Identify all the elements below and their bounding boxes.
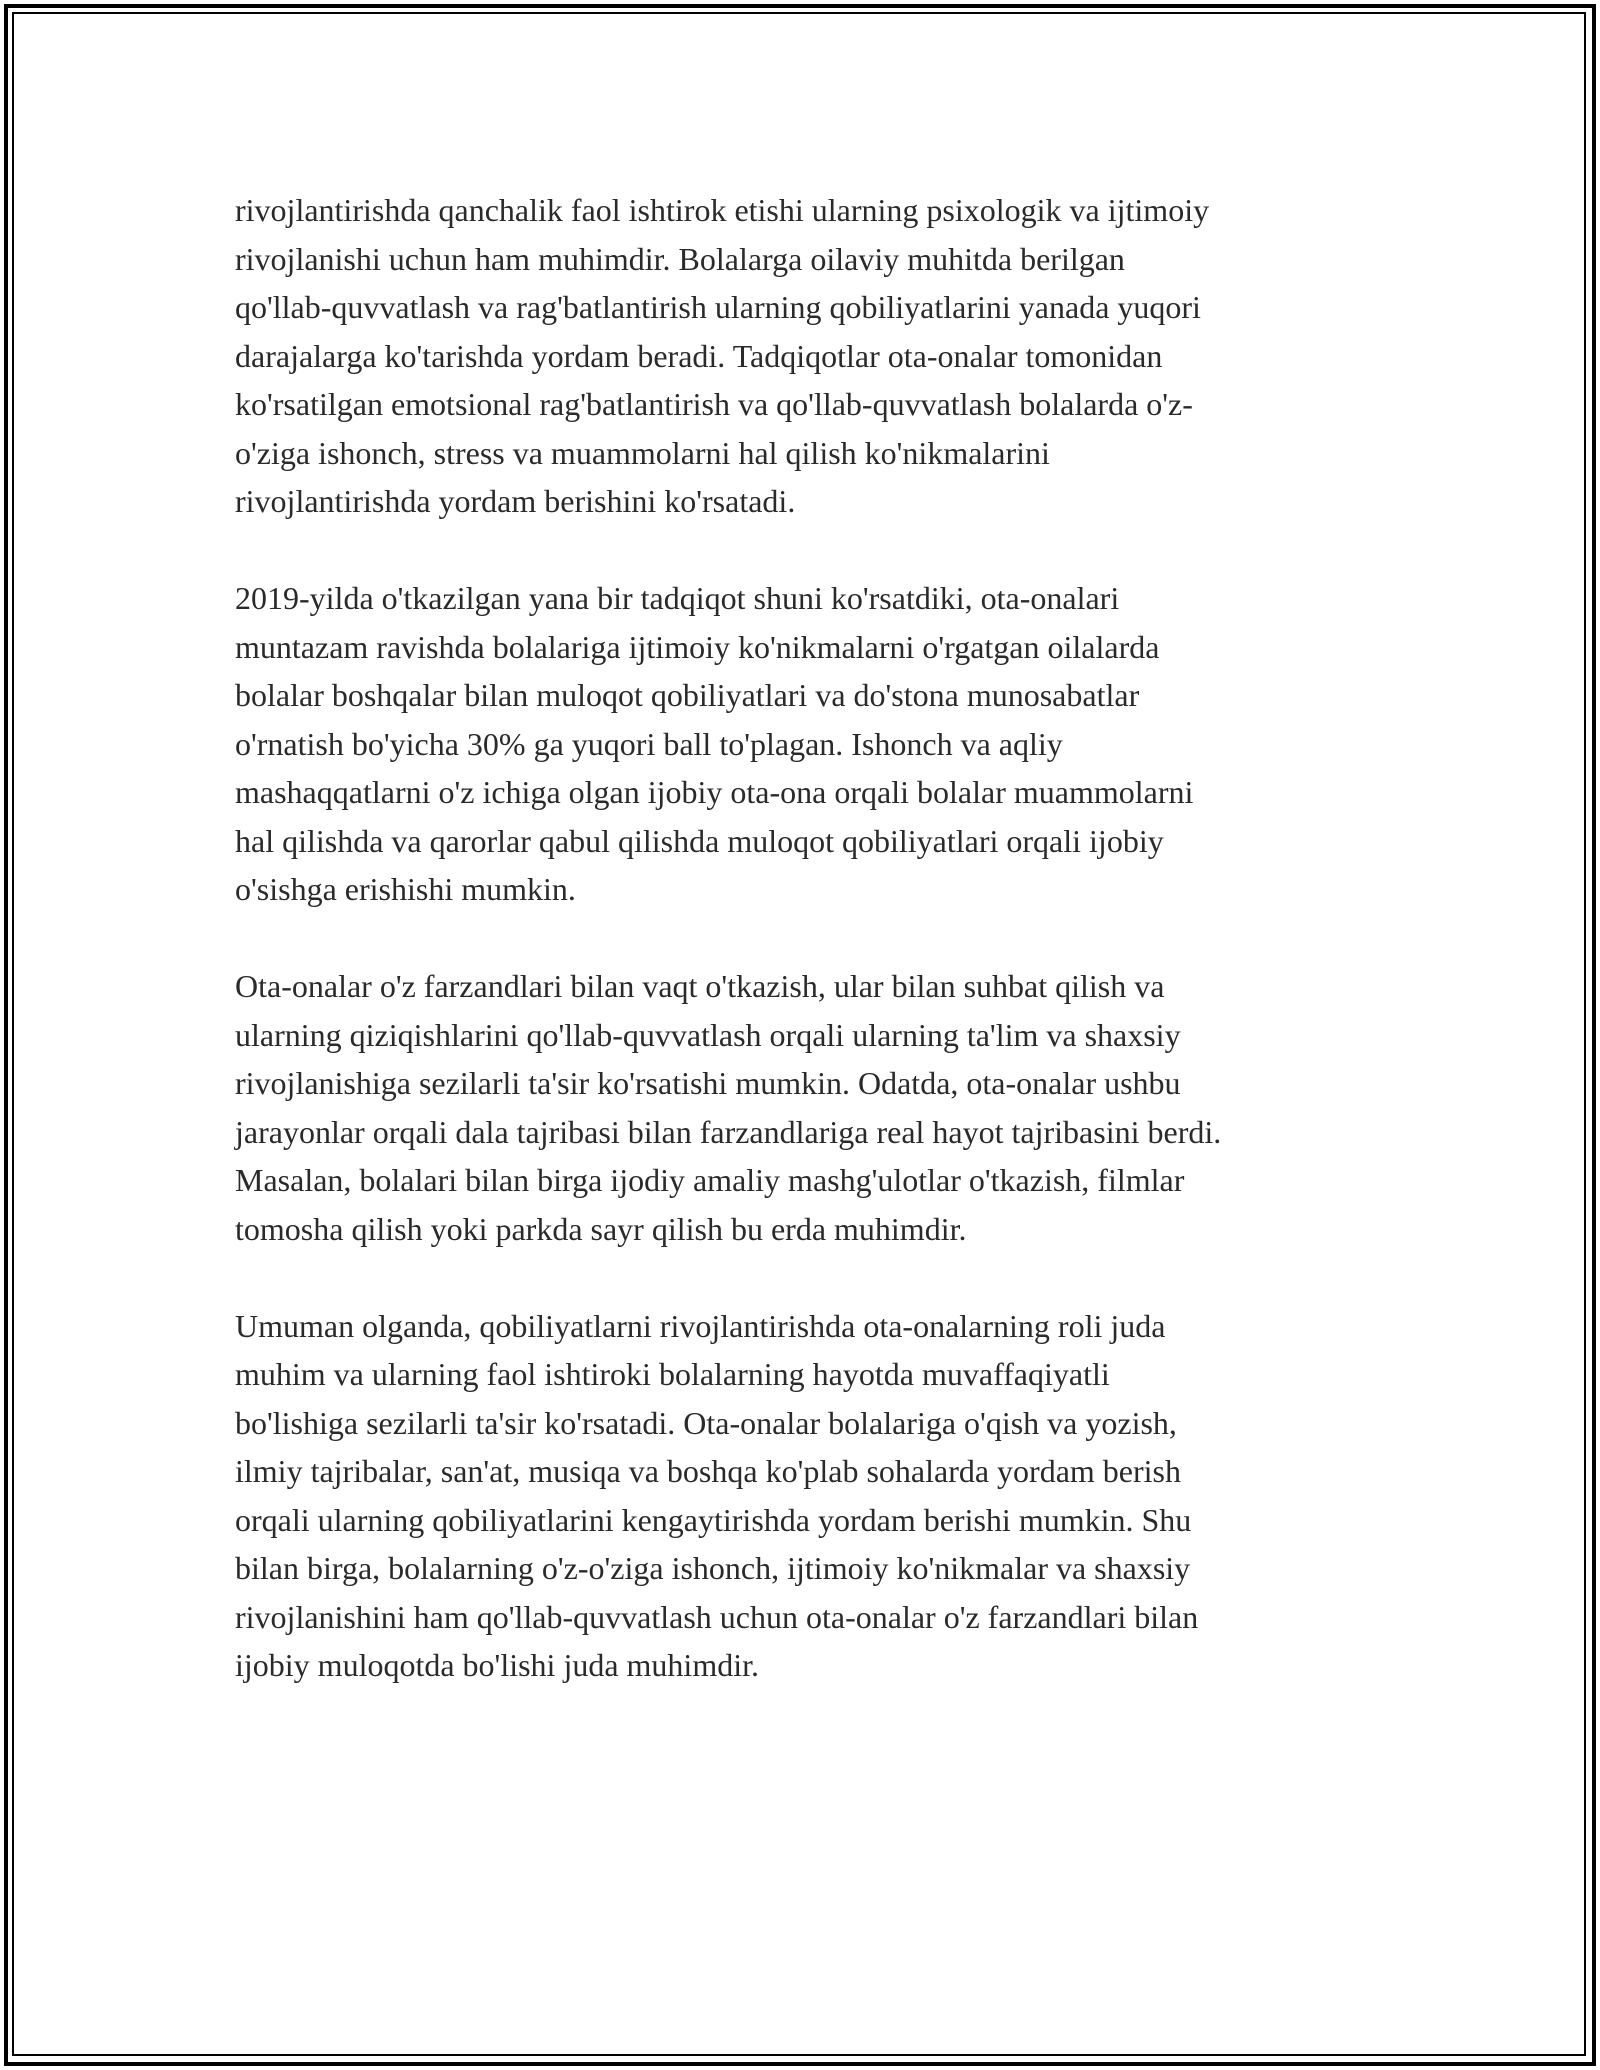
text-line: muntazam ravishda bolalariga ijtimoiy ko'nikmalarni o'rgatgan oilalarda — [235, 628, 1160, 665]
paragraph-3 — [235, 962, 1375, 1253]
document-body — [235, 186, 1375, 1738]
text-line: rivojlantirishda qanchalik faol ishtirok etishi ularning psixologik va ijtimoiy — [235, 192, 1210, 228]
text-line: rivojlanishini ham qo'llab-quvvatlash uchun ota-onalar o'z farzandlari bilan — [235, 1598, 1199, 1635]
text-line: ko'rsatilgan emotsional rag'batlantirish va qo'llab-quvvatlash bolalarda o'z- — [235, 386, 1193, 422]
text-line: qo'llab-quvvatlash va rag'batlantirish ularning qobiliyatlarini yanada yuqori — [235, 289, 1201, 325]
text-line: mashaqqatlarni o'z ichiga olgan ijobiy ota-ona orqali bolalar muammolarni — [235, 774, 1194, 810]
paragraph-1 — [235, 186, 1375, 526]
text-line: tomosha qilish yoki parkda sayr qilish bu erda muhimdir. — [235, 1210, 967, 1247]
text-line: o'ziga ishonch, stress va muammolarni hal qilish ko'nikmalarini — [235, 434, 1050, 471]
text-line: bolalar boshqalar bilan muloqot qobiliyatlari va do'stona munosabatlar — [235, 677, 1140, 713]
text-line: rivojlantirishda yordam berishini ko'rsatadi. — [235, 483, 796, 519]
paragraph-2 — [235, 574, 1375, 914]
text-line: ilmiy tajribalar, san'at, musiqa va boshqa ko'plab sohalarda yordam berish — [235, 1453, 1181, 1489]
text-line: Masalan, bolalari bilan birga ijodiy amaliy mashg'ulotlar o'tkazish, filmlar — [235, 1162, 1185, 1198]
text-line: 2019-yilda o'tkazilgan yana bir tadqiqot shuni ko'rsatdiki, ota-onalari — [235, 580, 1120, 616]
text-line: Ota-onalar o'z farzandlari bilan vaqt o'tkazish, ular bilan suhbat qilish va — [235, 968, 1165, 1004]
text-line: o'sishga erishishi mumkin. — [235, 871, 576, 907]
paragraph-4 — [235, 1302, 1375, 1690]
text-line: bo'lishiga sezilarli ta'sir ko'rsatadi. Ota-onalar bolalariga o'qish va yozish, — [235, 1404, 1177, 1441]
text-line: muhim va ularning faol ishtiroki bolalarning hayotda muvaffaqiyatli — [235, 1356, 1110, 1392]
text-line: o'rnatish bo'yicha 30% ga yuqori ball to'plagan. Ishonch va aqliy — [235, 725, 1063, 762]
text-line: darajalarga ko'tarishda yordam beradi. Tadqiqotlar ota-onalar tomonidan — [235, 337, 1163, 374]
text-line: rivojlanishi uchun ham muhimdir. Bolalarga oilaviy muhitda berilgan — [235, 240, 1125, 277]
text-line: bilan birga, bolalarning o'z-o'ziga ishonch, ijtimoiy ko'nikmalar va shaxsiy — [235, 1550, 1191, 1586]
text-line: orqali ularning qobiliyatlarini kengaytirishda yordam berishi mumkin. Shu — [235, 1501, 1192, 1538]
text-line: hal qilishda va qarorlar qabul qilishda muloqot qobiliyatlari orqali ijobiy — [235, 822, 1164, 859]
text-line: ularning qiziqishlarini qo'llab-quvvatlash orqali ularning ta'lim va shaxsiy — [235, 1016, 1181, 1053]
text-line: rivojlanishiga sezilarli ta'sir ko'rsatishi mumkin. Odatda, ota-onalar ushbu — [235, 1065, 1181, 1101]
text-line: ijobiy muloqotda bo'lishi juda muhimdir. — [235, 1647, 759, 1683]
text-line: Umuman olganda, qobiliyatlarni rivojlantirishda ota-onalarning roli juda — [235, 1307, 1166, 1344]
text-line: jarayonlar orqali dala tajribasi bilan farzandlariga real hayot tajribasini berdi. — [235, 1113, 1222, 1150]
